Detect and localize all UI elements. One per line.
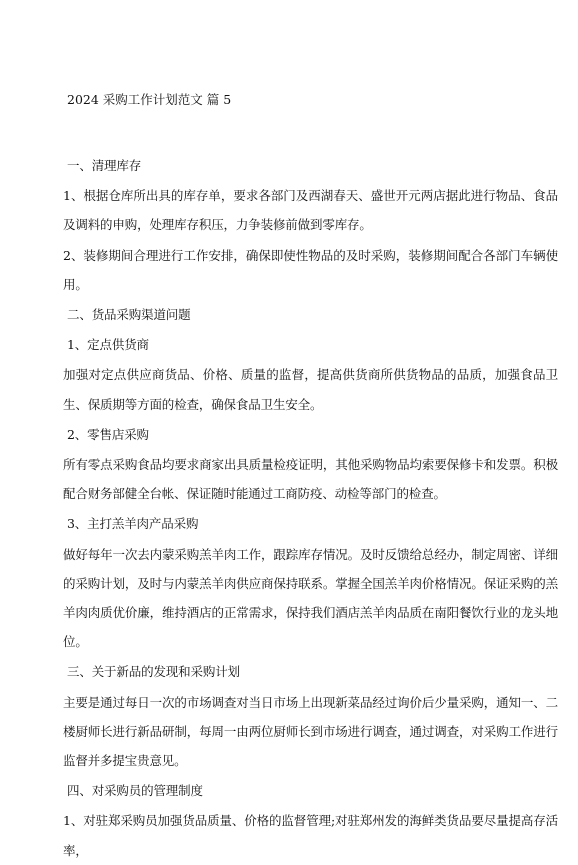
section-heading-buyer-management: 四、对采购员的管理制度 xyxy=(67,783,203,799)
section-heading-new-products: 三、关于新品的发现和采购计划 xyxy=(67,664,240,680)
document-title: 2024 采购工作计划范文 篇 5 xyxy=(67,92,232,107)
paragraph-supplier-supervision: 加强对定点供应商货品、价格、质量的监督，提高供货商所供货物品的品质，加强食品卫生、保质期等方面的检查，确保食品卫生安全。 xyxy=(63,367,558,412)
paragraph-retail-certificates: 所有零点采购食品均要求商家出具质量检疫证明，其他采购物品均索要保修卡和发票。积极配合财务部健全台帐、保证随时能通过工商防疫、动检等部门的检查。 xyxy=(63,457,558,502)
paragraph-market-survey: 主要是通过每日一次的市场调查对当日市场上出现新菜品经过询价后少量采购，通知一、二楼厨师长进行新品研制，每周一由两位厨师长到市场进行调查，通过调查，对采购工作进行监督并多提宝贵意见。 xyxy=(63,694,558,769)
subheading-lamb-purchase: 3、主打羔羊肉产品采购 xyxy=(67,516,199,532)
section-heading-purchase-channels: 二、货品采购渠道问题 xyxy=(67,307,191,323)
paragraph-inventory-requisition: 1、根据仓库所出具的库存单，要求各部门及西湖春天、盛世开元两店据此进行物品、食品及调料的申购，处理库存积压，力争装修前做到零库存。 xyxy=(63,188,558,233)
paragraph-zhengzhou-buyer: 1、对驻郑采购员加强货品质量、价格的监督管理;对驻郑州发的海鲜类货品要尽量提高存活率， xyxy=(63,813,558,858)
paragraph-lamb-purchase-plan: 做好每年一次去内蒙采购羔羊肉工作，跟踪库存情况。及时反馈给总经办，制定周密、详细的采购计划，及时与内蒙羔羊肉供应商保持联系。掌握全国羔羊肉价格情况。保证采购的羔羊肉肉质优价廉，维持酒店的正常需求，保持我们酒店羔羊肉品质在南阳餐饮行业的龙头地位。 xyxy=(63,546,558,650)
subheading-designated-supplier: 1、定点供货商 xyxy=(67,337,149,353)
section-heading-clear-inventory: 一、清理库存 xyxy=(67,158,142,173)
subheading-retail-purchase: 2、零售店采购 xyxy=(67,426,149,442)
paragraph-renovation-arrangement: 2、装修期间合理进行工作安排，确保即使性物品的及时采购，装修期间配合各部门车辆使用。 xyxy=(63,247,558,292)
